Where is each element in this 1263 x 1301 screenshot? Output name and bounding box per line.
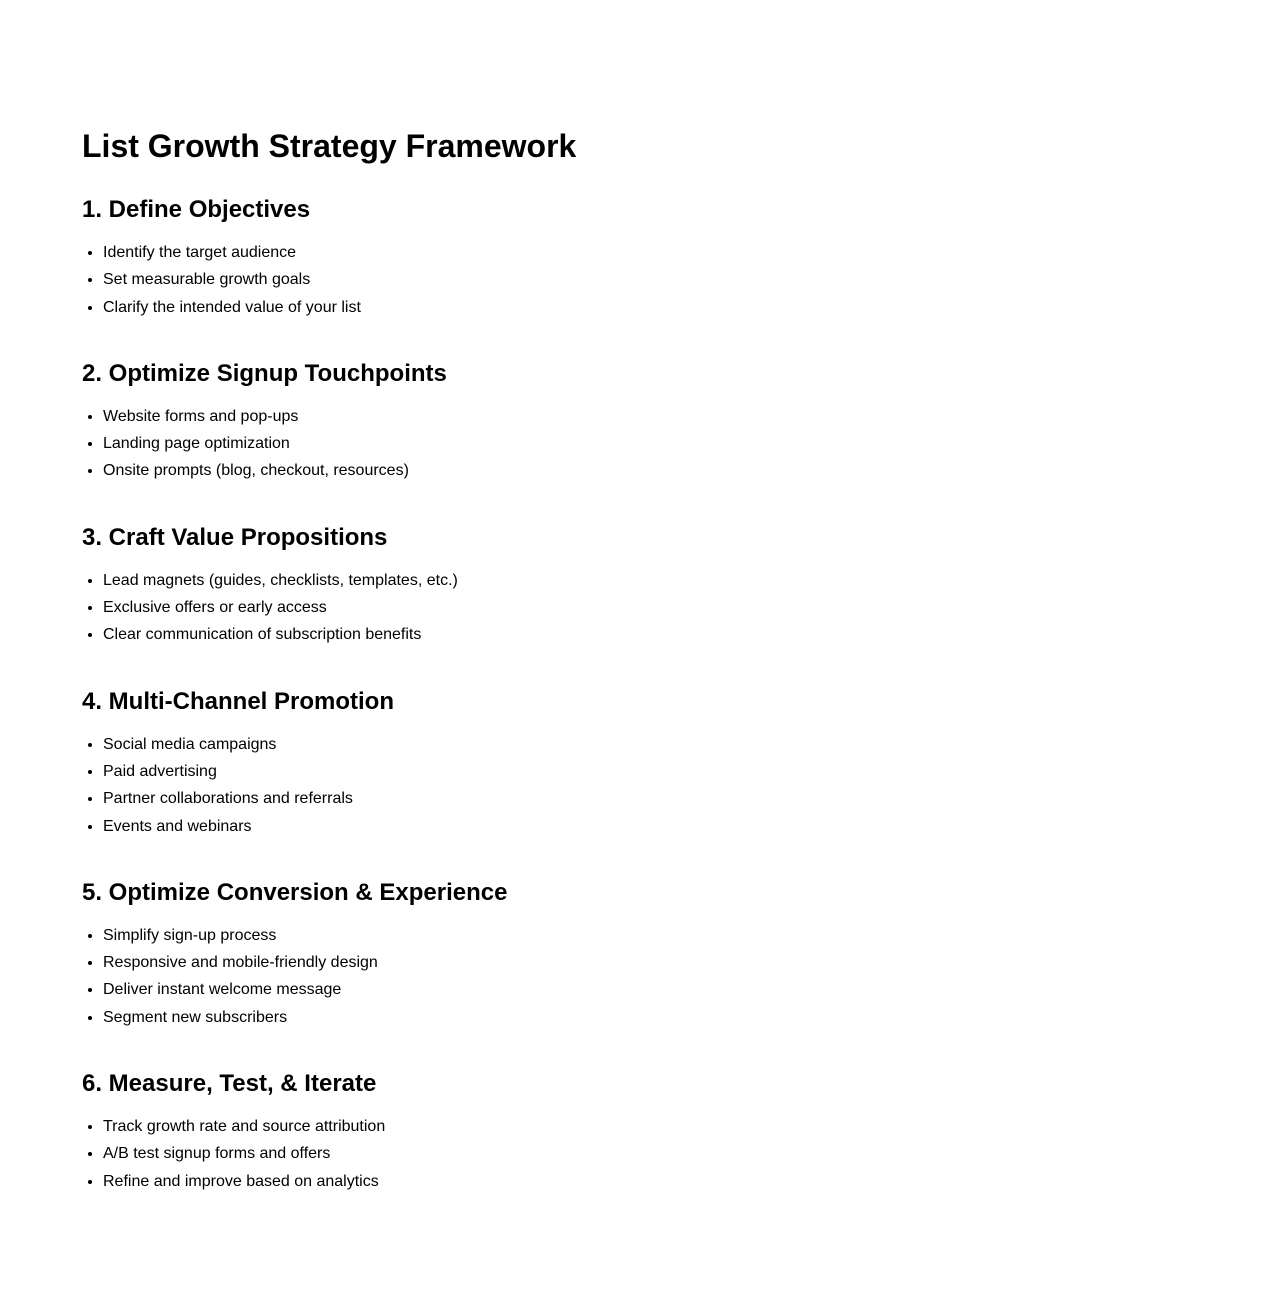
list-item: • Exclusive offers or early access: [103, 594, 1263, 621]
list-item: • Events and webinars: [103, 813, 1263, 840]
list-item: • Landing page optimization: [103, 430, 1263, 457]
section-heading: 3. Craft Value Propositions: [82, 523, 388, 551]
section-heading: 6. Measure, Test, & Iterate: [82, 1070, 377, 1098]
list-item: • Set measurable growth goals: [103, 266, 1263, 293]
list-item: • Website forms and pop-ups: [103, 403, 1263, 430]
list-item: • Simplify sign-up process: [103, 922, 1263, 949]
list-item: • Responsive and mobile-friendly design: [103, 949, 1263, 976]
section-define-objectives: [82, 195, 1263, 321]
section-craft-value-propositions: [82, 523, 1263, 649]
section-heading: 4. Multi-Channel Promotion: [82, 687, 394, 715]
section-multi-channel-promotion: [82, 687, 1263, 840]
bullet-list: [82, 239, 1263, 321]
bullet-list: [82, 922, 1263, 1031]
bullet-list: [82, 403, 1263, 485]
section-heading: 2. Optimize Signup Touchpoints: [82, 359, 447, 387]
list-item: • Onsite prompts (blog, checkout, resources): [103, 457, 1263, 484]
list-item: • Clear communication of subscription benefits: [103, 621, 1263, 648]
section-optimize-conversion-experience: [82, 878, 1263, 1031]
list-item: • Social media campaigns: [103, 731, 1263, 758]
list-item: • Track growth rate and source attribution: [103, 1113, 1263, 1140]
bullet-list: [82, 567, 1263, 649]
list-item: • Segment new subscribers: [103, 1004, 1263, 1031]
bullet-list: [82, 1113, 1263, 1195]
list-item: • Lead magnets (guides, checklists, templates, etc.): [103, 567, 1263, 594]
list-item: • A/B test signup forms and offers: [103, 1140, 1263, 1167]
list-item: • Paid advertising: [103, 758, 1263, 785]
section-heading: 1. Define Objectives: [82, 196, 311, 223]
list-item: • Deliver instant welcome message: [103, 976, 1263, 1003]
list-item: • Refine and improve based on analytics: [103, 1168, 1263, 1195]
bullet-list: [82, 731, 1263, 840]
page-title: List Growth Strategy Framework: [82, 128, 577, 164]
list-item: • Clarify the intended value of your list: [103, 294, 1263, 321]
section-measure-test-iterate: [82, 1069, 1263, 1195]
list-item: • Partner collaborations and referrals: [103, 785, 1263, 812]
section-heading: 5. Optimize Conversion & Experience: [82, 878, 508, 906]
section-optimize-signup-touchpoints: [82, 359, 1263, 485]
list-item: • Identify the target audience: [103, 239, 1263, 266]
